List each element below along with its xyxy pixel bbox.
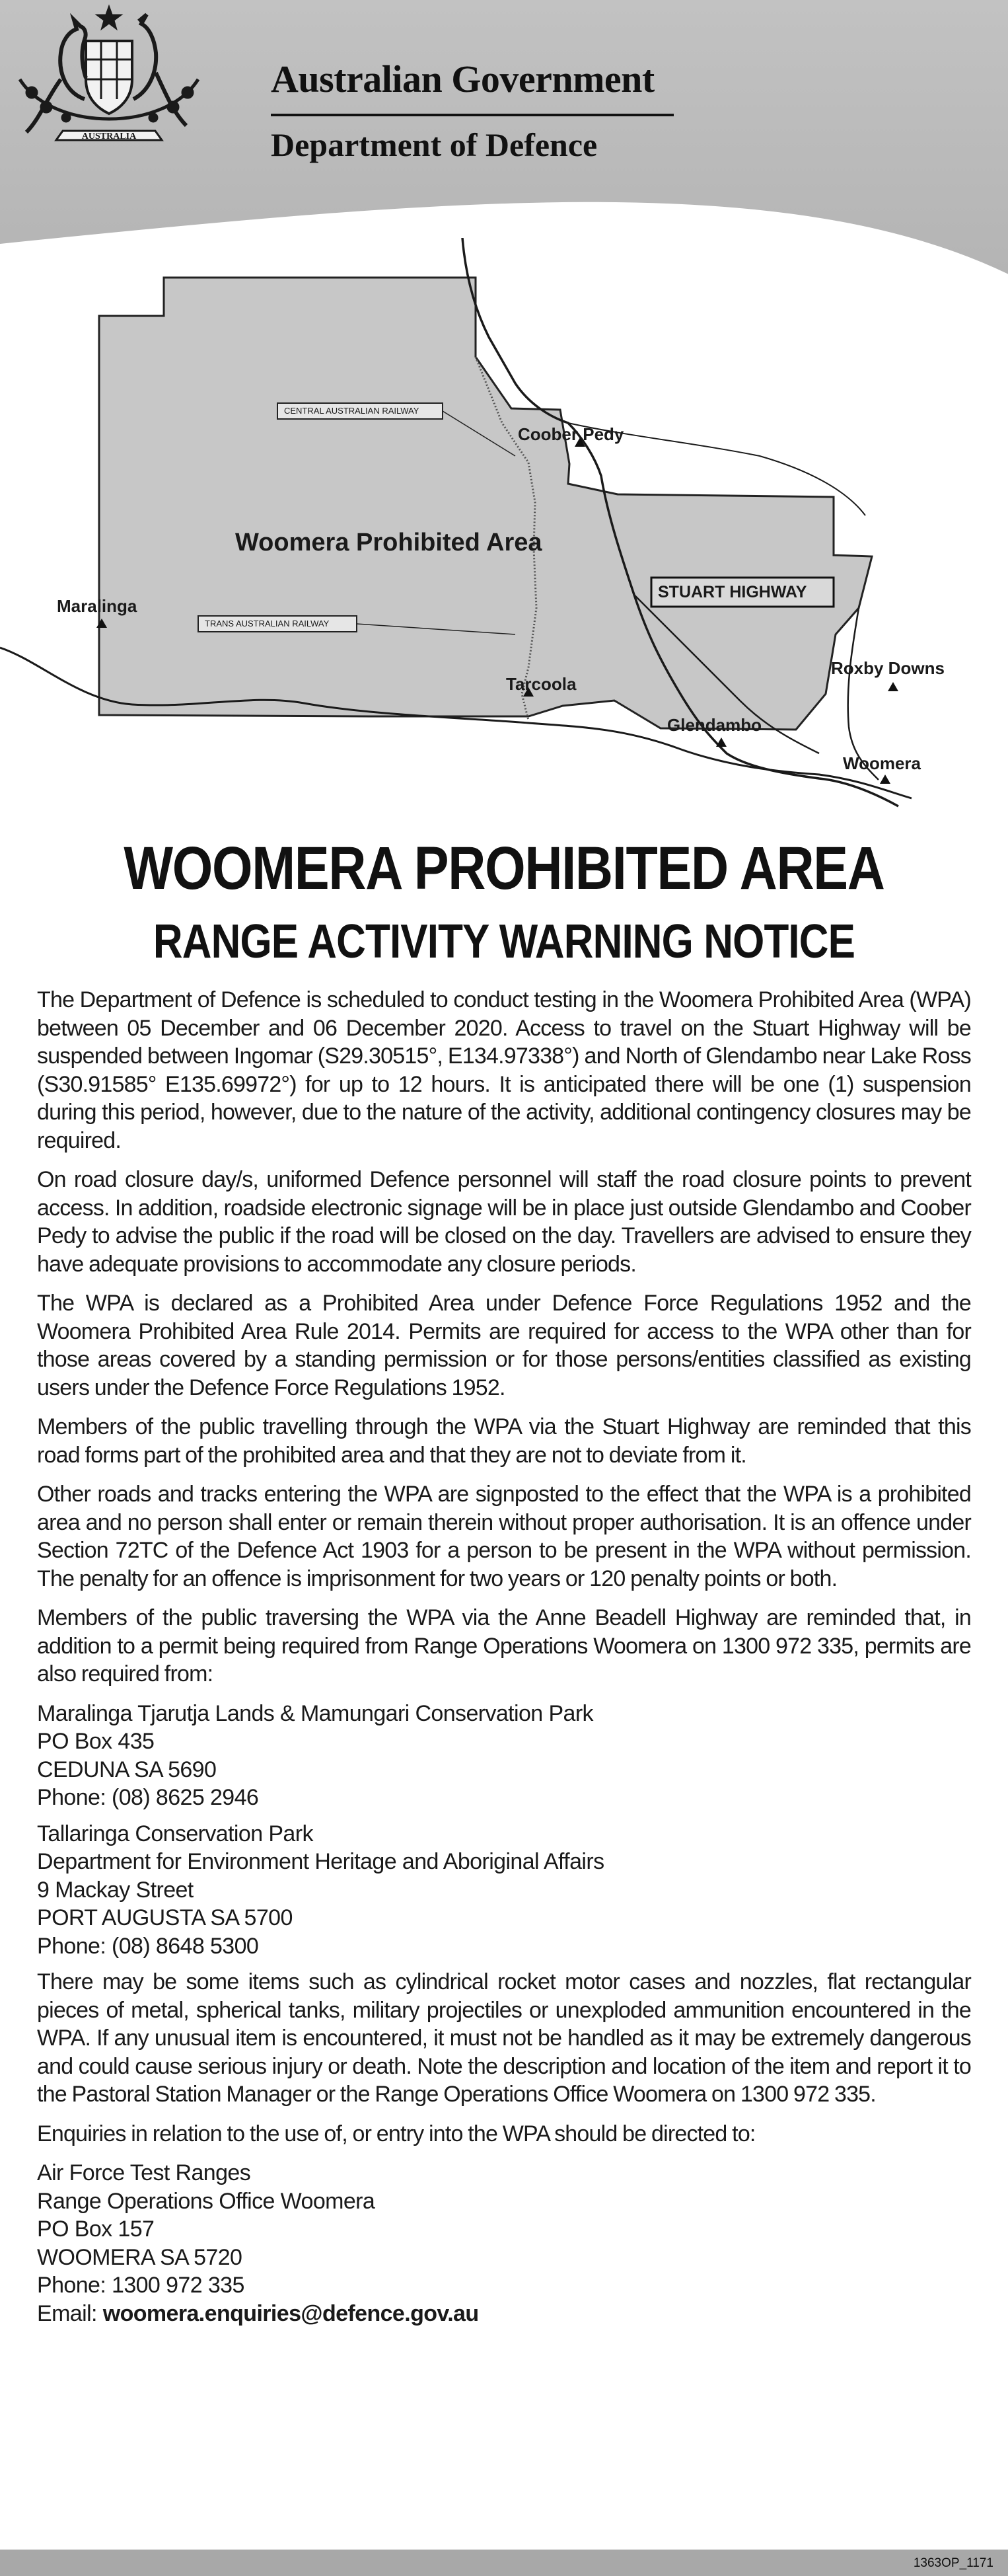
- contact-tallaringa: [37, 1820, 971, 1961]
- map-railway-trans-label: TRANS AUSTRALIAN RAILWAY: [205, 619, 330, 628]
- contact-email-row: [37, 2300, 971, 2328]
- department-name: Department of Defence: [271, 126, 598, 163]
- contact-line: WOOMERA SA 5720: [37, 2244, 242, 2270]
- paragraph-testing-schedule: The Department of Defence is scheduled to conduct testing in the Woomera Prohibited Area (WPA) between 05 December and 06 December 2020. Access to travel on the Stuart Highway will be suspended between Ingomar (S29.30515°, E134.97338°) and North of Glendambo near Lake Ross (S30.91585° E135.69972°) for up to 12 hours. It is anticipated there will be one (1) suspension during this period, however, due to the nature of the activity, additional contingency closures may be required.: [37, 987, 971, 1153]
- marker-woomera: [880, 775, 890, 784]
- marker-glendambo: [716, 738, 727, 747]
- map-town-roxby-downs: Roxby Downs: [831, 658, 945, 678]
- notice-title: WOOMERA PROHIBITED AREA: [124, 835, 884, 902]
- marker-roxby-downs: [888, 682, 898, 691]
- footer-code: 1363OP_1171: [913, 2556, 993, 2570]
- map-area-label: Woomera Prohibited Area: [235, 529, 542, 556]
- contact-air-force: [37, 2159, 971, 2328]
- paragraph-anne-beadell: Members of the public traversing the WPA via the Anne Beadell Highway are reminded that, in addition to a permit being required from Range Operations Woomera on 1300 972 335, permits are also required from:: [37, 1605, 971, 1686]
- contact-line: Maralinga Tjarutja Lands & Mamungari Conservation Park: [37, 1700, 593, 1726]
- coat-of-arms-icon: [0, 0, 218, 159]
- area-map: [0, 238, 1008, 833]
- contact-line: PO Box 157: [37, 2216, 155, 2242]
- map-highway-label: STUART HIGHWAY: [658, 583, 807, 601]
- contact-line: Tallaringa Conservation Park: [37, 1821, 313, 1846]
- paragraph-prohibited-area: The WPA is declared as a Prohibited Area under Defence Force Regulations 1952 and the Woomera Prohibited Area Rule 2014. Permits are required for access to the WPA other than for those areas covered by a standing permission or for those persons/entities classified as existing users under the Defence Force Regulations 1952.: [37, 1291, 971, 1400]
- contact-line: CEDUNA SA 5690: [37, 1757, 217, 1782]
- contact-line: PORT AUGUSTA SA 5700: [37, 1905, 293, 1930]
- paragraph-stuart-highway: Members of the public travelling through the WPA via the Stuart Highway are reminded that this road forms part of the prohibited area and that they are not to deviate from it.: [37, 1414, 971, 1468]
- header-divider: [271, 114, 674, 116]
- contact-line: 9 Mackay Street: [37, 1877, 194, 1903]
- notice-body: [37, 986, 971, 2335]
- map-town-coober-pedy: Coober Pedy: [518, 424, 624, 444]
- paragraph-offence: Other roads and tracks entering the WPA are signposted to the effect that the WPA is a prohibited area and no person shall enter or remain therein without proper authorisation. It is an offence under Section 72TC of the Defence Act 1903 for a person to be present in the WPA without permission. The penalty for an offence is imprisonment for two years or 120 penalty points or both.: [37, 1482, 971, 1591]
- government-name: Australian Government: [271, 57, 655, 100]
- header-banner: [0, 0, 1008, 278]
- map-town-tarcoola: Tarcoola: [506, 674, 577, 694]
- crest-label: AUSTRALIA: [81, 132, 137, 141]
- notice-subtitle: RANGE ACTIVITY WARNING NOTICE: [153, 915, 855, 968]
- contact-line: Department for Environment Heritage and Aboriginal Affairs: [37, 1849, 604, 1874]
- prohibited-area-shape: [99, 278, 872, 730]
- contact-line: Air Force Test Ranges: [37, 2160, 251, 2185]
- map-town-woomera: Woomera: [843, 753, 921, 773]
- map-railway-central-label: CENTRAL AUSTRALIAN RAILWAY: [284, 406, 419, 416]
- email-link[interactable]: woomera.enquiries@defence.gov.au: [102, 2300, 479, 2326]
- contact-maralinga: [37, 1700, 971, 1812]
- paragraph-road-closure: On road closure day/s, uniformed Defence personnel will staff the road closure points to prevent access. In addition, roadside electronic signage will be in place just outside Glendambo and Coober Pedy to advise the public if the road will be closed on the day. Travellers are advised to ensure they have adequate provisions to accommodate any closure periods.: [37, 1167, 971, 1277]
- contact-phone: Phone: (08) 8648 5300: [37, 1933, 259, 1959]
- paragraph-unusual-items: There may be some items such as cylindrical rocket motor cases and nozzles, flat rectangular pieces of metal, spherical tanks, military projectiles or unexploded ammunition encountered in the WPA. If any unusual item is encountered, it must not be handled as it may be extremely dangerous and could cause serious injury or death. Note the description and location of the item and report it to the Pastoral Station Manager or the Range Operations Office Woomera on 1300 972 335.: [37, 1969, 971, 2107]
- paragraph-enquiries: Enquiries in relation to the use of, or entry into the WPA should be directed to:: [37, 2121, 756, 2146]
- contact-line: Range Operations Office Woomera: [37, 2188, 375, 2214]
- footer-bar: [0, 2550, 1008, 2576]
- map-town-glendambo: Glendambo: [667, 715, 762, 735]
- map-town-maralinga: Maralinga: [57, 596, 137, 616]
- contact-line: PO Box 435: [37, 1729, 155, 1754]
- email-label: Email:: [37, 2300, 103, 2326]
- contact-phone: Phone: (08) 8625 2946: [37, 1785, 259, 1810]
- contact-phone: Phone: 1300 972 335: [37, 2273, 244, 2298]
